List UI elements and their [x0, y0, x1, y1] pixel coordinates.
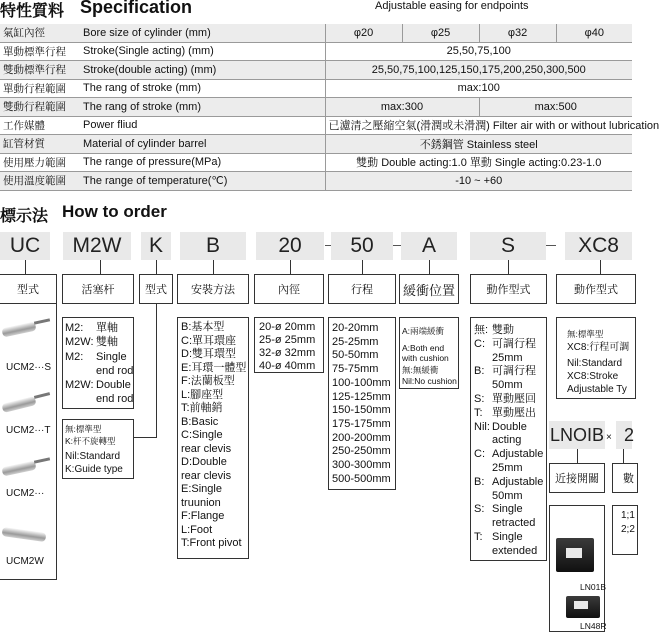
spec-cell-value: 已濾清之壓縮空氣(滑潤或未滑潤) Filter air with or without lubrication [325, 116, 632, 135]
bore-option: 40-ø 40mm [259, 360, 316, 372]
header-qty: 數 [612, 463, 638, 493]
header-mounting: 安裝方法 [177, 274, 249, 304]
piston-desc: Double [96, 379, 131, 391]
spec-cell-value: φ20 [325, 24, 402, 42]
list-item: E:Single [181, 483, 222, 495]
spec-cell-value: φ40 [556, 24, 632, 42]
sensor-window [574, 601, 588, 609]
xc8-option: Adjustable Ty [567, 384, 627, 395]
spec-cell-en: Power fliud [80, 116, 325, 135]
spec-cell-cn: 使用溫度範圍 [0, 172, 80, 191]
header-sensor: 近接開關 [549, 463, 605, 493]
k-option: Nil:Standard [65, 451, 121, 462]
connector-line [577, 449, 578, 463]
action-desc: retracted [492, 517, 536, 530]
cushion-option: with cushion [402, 353, 449, 363]
action-code: B: [474, 365, 485, 378]
connector-line [362, 260, 363, 274]
spec-cell-value: φ25 [402, 24, 479, 42]
spec-cell-cn: 使用壓力範圍 [0, 153, 80, 172]
spec-cell-en: The range of pressure(MPa) [80, 153, 325, 172]
spec-row-single-range [0, 79, 632, 98]
list-item: L:Foot [181, 523, 213, 536]
spec-row-bore [0, 24, 632, 42]
cushion-option: Nil:No cushion [402, 376, 457, 386]
action-code: C: [474, 337, 485, 350]
action-desc: 單動壓出 [492, 406, 536, 419]
code-box-uc: UC [0, 232, 50, 260]
list-item: C:單耳環座 [181, 334, 236, 347]
list-item: 50-50mm [332, 349, 379, 362]
cushion-option: 無:無緩衝 [402, 365, 439, 375]
sensor-label: LN48R [580, 621, 607, 631]
spec-cell-en: Material of cylinder barrel [80, 135, 325, 154]
connector-line [25, 260, 26, 274]
action-code: T: [474, 531, 483, 543]
action-desc: Adjustable [492, 475, 544, 488]
action-code: T: [474, 406, 483, 419]
action-code: S: [474, 503, 485, 516]
list-item: C:Single [181, 429, 223, 441]
list-item: 250-250mm [332, 445, 391, 458]
spec-row-double-range [0, 98, 632, 117]
spec-row-double-stroke [0, 61, 632, 80]
action-desc: Single [492, 531, 523, 543]
connector-line [508, 260, 509, 274]
model-label: UCM2··· [6, 488, 45, 499]
list-item: truunion [181, 496, 221, 509]
spec-cell-value: 25,50,75,100,125,150,175,200,250,300,500 [325, 61, 632, 80]
spec-cell-cn: 缸管材質 [0, 135, 80, 154]
list-item: 300-300mm [332, 459, 391, 471]
piston-desc: end rod [96, 365, 134, 377]
piston-desc: 單軸 [96, 322, 118, 334]
code-box-sensor: LNOIB [549, 421, 605, 449]
list-item: 200-200mm [332, 431, 391, 444]
spec-cell-en: The range of temperature(℃) [80, 172, 325, 191]
spec-cell-value: 不銹鋼管 Stainless steel [325, 135, 632, 154]
bore-option: 32-ø 32mm [259, 347, 316, 359]
header-cushion: 緩衝位置 [399, 274, 459, 304]
spec-cell-value: max:500 [479, 98, 632, 117]
header-type: 型式 [0, 274, 57, 304]
code-box-m2w: M2W [63, 232, 131, 260]
list-item: F:法蘭板型 [181, 375, 235, 387]
spec-cell-cn: 雙動標準行程 [0, 61, 80, 80]
list-item: D:Double [181, 456, 227, 468]
xc8-option: XC8:Stroke [567, 371, 619, 382]
spec-cell-value: 雙動 Double acting:1.0 單動 Single acting:0.23-1.0 [325, 153, 632, 172]
spec-cell-value: max:100 [325, 79, 632, 98]
list-item: 125-125mm [332, 390, 391, 403]
list-item: 150-150mm [332, 404, 391, 417]
connector-line [100, 260, 101, 274]
action-code: S: [474, 393, 485, 405]
code-box-xc8: XC8 [565, 232, 632, 260]
action-desc: 雙動 [492, 324, 514, 336]
spec-section-title-en: Specification [80, 0, 193, 17]
list-item: E:耳環一體型 [181, 361, 247, 374]
action-desc: 可調行程 [492, 365, 536, 378]
connector-line [134, 437, 157, 438]
list-item: L:腳座型 [181, 388, 224, 401]
list-item: rear clevis [181, 469, 232, 482]
spec-row-power-fluid [0, 116, 632, 135]
code-box-50: 50 [331, 232, 393, 260]
k-option: 無:標準型 [65, 424, 102, 434]
spec-cell-value: max:300 [325, 98, 479, 117]
action-desc: Double [492, 420, 527, 433]
connector-line [623, 449, 624, 463]
list-item: 25-25mm [332, 335, 379, 348]
code-box-sensor-qty: 2 [616, 421, 632, 449]
spec-row-material [0, 135, 632, 154]
order-section-title-cn: 標示法 [0, 206, 49, 225]
action-desc: 可調行程 [492, 337, 536, 350]
list-item: D:雙耳環型 [181, 348, 236, 360]
sensor-label: LN01B [580, 582, 606, 592]
model-label: UCM2W [6, 556, 44, 567]
list-item: 500-500mm [332, 472, 391, 485]
action-desc: acting [492, 434, 522, 447]
xc8-option: 無:標準型 [567, 329, 604, 339]
k-option: K:杆不旋轉型 [65, 436, 116, 446]
action-desc: Adjustable [492, 448, 544, 461]
code-dash [393, 245, 401, 246]
connector-line [290, 260, 291, 274]
code-box-s: S [470, 232, 546, 260]
piston-desc: end rod [96, 393, 134, 405]
piston-desc: 雙軸 [96, 336, 118, 348]
k-option: K:Guide type [65, 464, 123, 475]
piston-code: M2W: [65, 336, 94, 348]
bore-option: 25-ø 25mm [259, 334, 316, 346]
xc8-option: Nil:Standard [567, 358, 623, 369]
spec-cell-cn: 工作媒體 [0, 116, 80, 135]
spec-cell-en: Stroke(double acting) (mm) [80, 61, 325, 80]
piston-code: M2: [65, 351, 84, 363]
header-type-k: 型式 [139, 274, 173, 304]
spec-section-title-cn: 特性質料 [0, 0, 68, 21]
sensor-times: × [606, 432, 612, 443]
action-desc: 50mm [492, 489, 523, 502]
xc8-option: XC8:行程可調 [567, 342, 630, 353]
header-stroke: 行程 [328, 274, 396, 304]
piston-code: M2: [65, 322, 84, 334]
connector-line [429, 260, 430, 274]
spec-row-temperature [0, 172, 632, 191]
action-desc: 單動壓回 [492, 393, 536, 405]
piston-code: M2W: [65, 379, 94, 391]
list-item: T:Front pivot [181, 537, 242, 549]
spec-cell-en: The rang of stroke (mm) [80, 98, 325, 117]
list-item: 100-100mm [332, 376, 391, 389]
spec-cell-en: Stroke(Single acting) (mm) [80, 42, 325, 61]
model-label: UCM2···S [6, 362, 51, 373]
spec-cell-value: 25,50,75,100 [325, 42, 632, 61]
spec-cell-cn: 單動行程範圍 [0, 79, 80, 98]
list-item: B:Basic [181, 415, 219, 428]
action-code: Nil: [474, 420, 490, 433]
qty-option: 1;1 [621, 510, 635, 521]
model-label: UCM2···T [6, 425, 51, 436]
list-item: 20-20mm [332, 322, 379, 334]
spec-header-note: Adjustable easing for endpoints [375, 0, 529, 12]
connector-line [600, 260, 601, 274]
action-code: B: [474, 475, 485, 488]
cushion-option: A:Both end [402, 343, 445, 353]
header-bore: 內徑 [254, 274, 324, 304]
spec-table [0, 24, 659, 191]
header-action-xc8: 動作型式 [556, 274, 636, 304]
list-item: 175-175mm [332, 417, 391, 430]
action-desc: 25mm [492, 351, 523, 364]
code-box-k: K [141, 232, 171, 260]
connector-line [213, 260, 214, 274]
spec-cell-value: φ32 [479, 24, 556, 42]
action-code: C: [474, 448, 485, 461]
action-desc: 25mm [492, 462, 523, 474]
action-code: 無: [474, 324, 489, 336]
list-item: B:基本型 [181, 321, 225, 333]
code-box-b: B [180, 232, 246, 260]
spec-row-single-stroke [0, 42, 632, 61]
header-action: 動作型式 [470, 274, 547, 304]
header-piston-rod: 活塞杆 [62, 274, 134, 304]
bore-option: 20-ø 20mm [259, 321, 316, 333]
code-box-a: A [401, 232, 457, 260]
list-item: F:Flange [181, 510, 225, 522]
action-desc: 50mm [492, 379, 523, 392]
code-box-20: 20 [256, 232, 324, 260]
list-item: T:前軸銷 [181, 402, 223, 414]
spec-cell-value: -10 ~ +60 [325, 172, 632, 191]
action-desc: Single [492, 503, 523, 516]
list-item: rear clevis [181, 442, 232, 455]
spec-cell-cn: 雙動行程範圍 [0, 98, 80, 117]
connector-line [156, 260, 157, 274]
spec-cell-cn: 單動標準行程 [0, 42, 80, 61]
spec-row-pressure [0, 153, 632, 172]
spec-cell-en: The rang of stroke (mm) [80, 79, 325, 98]
piston-desc: Single [96, 351, 127, 363]
cushion-option: A:兩端緩衝 [402, 326, 445, 336]
order-section-title-en: How to order [62, 202, 167, 221]
spec-cell-cn: 氣缸內徑 [0, 24, 80, 42]
connector-line [156, 304, 157, 437]
action-desc: extended [492, 544, 538, 557]
sensor-window [566, 548, 582, 558]
qty-option: 2;2 [621, 524, 635, 535]
list-item: 75-75mm [332, 363, 379, 376]
spec-cell-en: Bore size of cylinder (mm) [80, 24, 325, 42]
code-dash [546, 245, 556, 246]
